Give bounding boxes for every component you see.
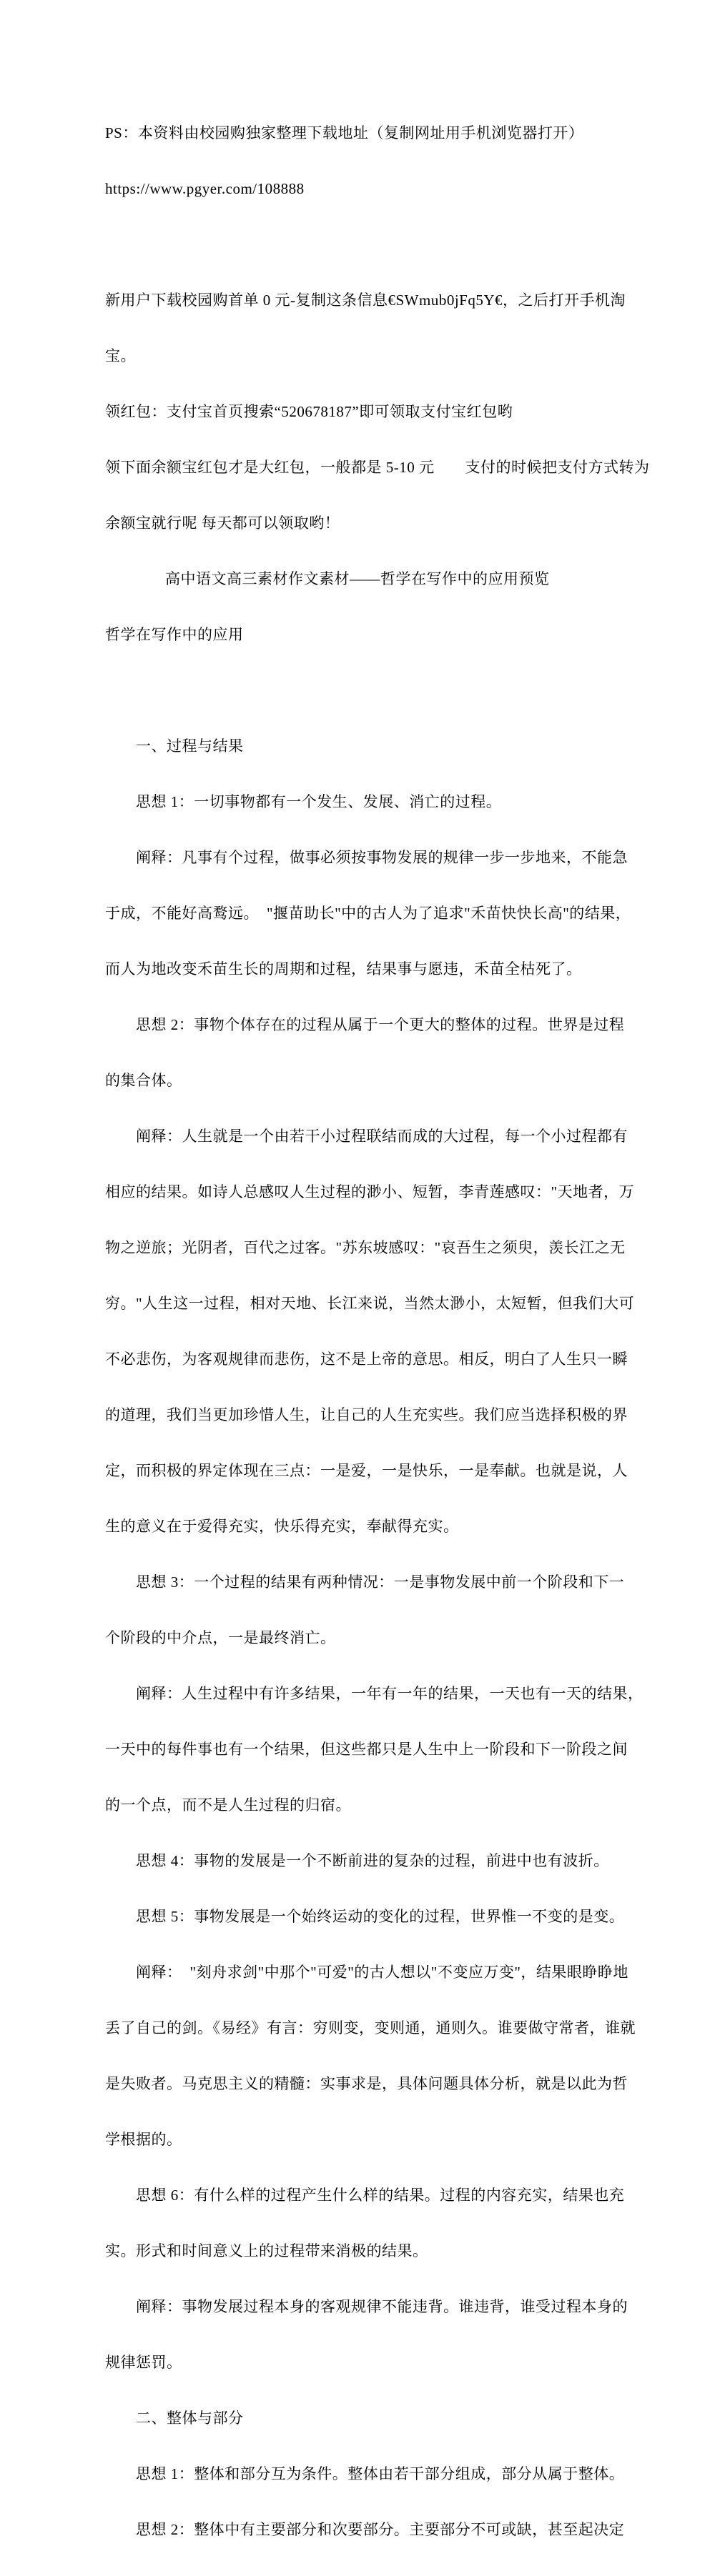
text-line: 思想 4：事物的发展是一个不断前进的复杂的过程，前进中也有波折。: [105, 1852, 609, 1869]
section-heading-line: 二、整体与部分: [105, 2410, 244, 2427]
text-line: 是失败者。马克思主义的精髓：实事求是，具体问题具体分析，就是以此为哲: [105, 2075, 628, 2092]
text-line: 规律惩罚。: [105, 2354, 182, 2371]
blank-line: [105, 681, 649, 700]
text-line: 思想 2：事物个体存在的过程从属于一个更大的整体的过程。世界是过程: [105, 1016, 625, 1033]
text-line: 阐释：事物发展过程本身的客观规律不能违背。谁违背，谁受过程本身的: [105, 2298, 628, 2315]
document-title-line: 高中语文高三素材作文素材——哲学在写作中的应用预览: [165, 570, 550, 587]
text-line: 余额宝就行呢 每天都可以领取哟！: [105, 514, 340, 532]
text-line: 思想 1：一切事物都有一个发生、发展、消亡的过程。: [105, 793, 502, 810]
text-line: 个阶段的中介点，一是最终消亡。: [105, 1629, 336, 1646]
document-subtitle-line: 哲学在写作中的应用: [105, 626, 244, 643]
text-line: 领红包：支付宝首页搜索“520678187”即可领取支付宝红包哟: [105, 403, 513, 420]
text-line: 一天中的每件事也有一个结果，但这些都只是人生中上一阶段和下一阶段之间: [105, 1741, 628, 1758]
text-line: 于成，不能好高鹜远。 "揠苗助长"中的古人为了追求"禾苗快快长高"的结果，: [105, 905, 631, 922]
text-line: 的道理，我们当更加珍惜人生，让自己的人生充实些。我们应当选择积极的界: [105, 1406, 628, 1423]
text-line: 阐释：人生过程中有许多结果，一年有一年的结果，一天也有一天的结果，: [105, 1685, 644, 1702]
text-line: 物之逆旅；光阴者，百代之过客。"苏东坡感叹："哀吾生之须臾，羡长江之无: [105, 1239, 626, 1256]
text-line: 思想 2：整体中有主要部分和次要部分。主要部分不可或缺，甚至起决定: [105, 2521, 625, 2538]
blank-line: [105, 235, 649, 254]
text-line: 丢了自己的剑。《易经》有言：穷则变，变则通，通则久。谁要做守常者，谁就: [105, 2019, 636, 2037]
text-line: 不必悲伤，为客观规律而悲伤，这不是上帝的意思。相反，明白了人生只一瞬: [105, 1351, 628, 1368]
text-line: 实。形式和时间意义上的过程带来消极的结果。: [105, 2242, 428, 2259]
section-heading-line: 一、过程与结果: [105, 737, 244, 755]
text-line: 的一个点，而不是人生过程的归宿。: [105, 1796, 351, 1814]
text-line: 穷。"人生这一过程，相对天地、长江来说，当然太渺小，太短暂，但我们大可: [105, 1295, 635, 1312]
text-line: 思想 1：整体和部分互为条件。整体由若干部分组成，部分从属于整体。: [105, 2465, 625, 2482]
text-line: PS：本资料由校园购独家整理下载地址（复制网址用手机浏览器打开）: [105, 124, 584, 141]
text-line: 的集合体。: [105, 1072, 182, 1089]
text-line: 阐释：人生就是一个由若干小过程联结而成的大过程，每一个小过程都有: [105, 1128, 628, 1145]
text-line: 思想 3：一个过程的结果有两种情况：一是事物发展中前一个阶段和下一: [105, 1573, 625, 1591]
text-line: 思想 6：有什么样的过程产生什么样的结果。过程的内容充实，结果也充: [105, 2187, 625, 2204]
text-line: 领下面余额宝红包才是大红包，一般都是 5-10 元 支付的时候把支付方式转为: [105, 459, 650, 476]
text-line: 学根据的。: [105, 2131, 182, 2148]
text-line: 宝。: [105, 347, 136, 364]
text-line: 阐释： "刻舟求剑"中那个"可爱"的古人想以"不变应万变"，结果眼睁睁地: [105, 1964, 628, 1981]
text-line: 相应的结果。如诗人总感叹人生过程的渺小、短暂，李青莲感叹："天地者，万: [105, 1183, 635, 1200]
text-line: 思想 5：事物发展是一个始终运动的变化的过程，世界惟一不变的是变。: [105, 1908, 625, 1925]
url-line: https://www.pgyer.com/108888: [105, 180, 305, 197]
text-line: 阐释：凡事有个过程，做事必须按事物发展的规律一步一步地来，不能急: [105, 849, 628, 866]
text-line: 新用户下载校园购首单 0 元-复制这条信息€SWmub0jFq5Y€，之后打开手机淘: [105, 292, 626, 309]
document-text-block: [105, 86, 649, 2576]
text-line: 定，而积极的界定体现在三点：一是爱，一是快乐，一是奉献。也就是说，人: [105, 1462, 628, 1479]
text-line: 而人为地改变禾苗生长的周期和过程，结果事与愿违，禾苗全枯死了。: [105, 960, 582, 978]
text-line: 生的意义在于爱得充实，快乐得充实，奉献得充实。: [105, 1518, 459, 1535]
